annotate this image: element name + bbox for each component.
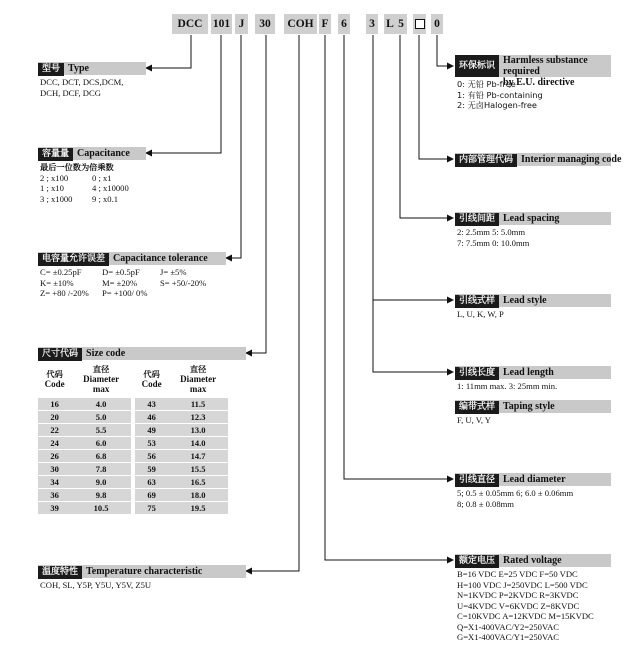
harmless-line: 0: 无铅 Pb-free xyxy=(457,79,516,89)
harmless-line: 2: 无卤Halogen-free xyxy=(457,100,537,110)
interior-title-cn: 内部管理代码 xyxy=(455,154,517,167)
connector-lead-diameter xyxy=(344,35,453,479)
code-segment-rated-voltage: F xyxy=(319,14,331,34)
tolerance-row: K= ±10% M= ±20% S= +50/-20% xyxy=(40,277,207,288)
diameter-column-header: 直径 Diameter max xyxy=(180,364,217,394)
size-code-title-cn: 尺寸代码 xyxy=(38,348,82,361)
type-line: DCH, DCF, DCG xyxy=(40,87,101,98)
connector-lead-length xyxy=(373,300,453,372)
connector-lead-style xyxy=(373,35,453,300)
size-code-header xyxy=(38,347,246,360)
rated-voltage-line: C=10KVDC A=12KVDC M=15KVDC xyxy=(457,611,594,621)
type-title-cn: 型号 xyxy=(38,63,64,76)
connector-capacitance xyxy=(146,35,221,153)
lead-style-title-en: Lead style xyxy=(503,295,547,306)
connector-size xyxy=(246,35,266,353)
connector-interior xyxy=(419,35,453,159)
lead-style-title-cn: 引线式样 xyxy=(455,295,499,308)
lead-spacing-header xyxy=(455,212,611,225)
interior-header xyxy=(455,153,622,166)
tolerance-list xyxy=(40,267,206,299)
type-header xyxy=(38,62,146,75)
rated-voltage-line: Q=X1-400VAC/Y2=250VAC xyxy=(457,621,560,632)
connector-type xyxy=(146,35,191,68)
table-row: 22 5.5 49 13.0 xyxy=(38,424,228,436)
tolerance-title-cn: 电容量允许误差 xyxy=(38,253,109,266)
lead-diameter-title-en: Lead diameter xyxy=(503,474,566,485)
size-code-title-en: Size code xyxy=(86,348,126,359)
table-row: 24 6.0 53 14.0 xyxy=(38,437,228,449)
capacitance-row: 3 ; x1000 9 ; x0.1 xyxy=(40,193,119,204)
code-segment-temperature: COH xyxy=(284,14,317,34)
capacitance-row: 1 ; x10 4 ; x10000 xyxy=(40,183,129,193)
code-column-header: 代码 Code xyxy=(141,369,162,389)
lead-spacing-line: 7: 7.5mm 0: 10.0mm xyxy=(457,237,530,248)
taping-style-title-en: Taping style xyxy=(503,401,555,412)
interior-title-en: Interior managing code xyxy=(521,154,622,165)
table-row: 16 4.0 43 11.5 xyxy=(38,398,228,410)
rated-voltage-line: N=1KVDC P=2KVDC R=3KVDC xyxy=(457,590,579,600)
temperature-title-en: Temperature characteristic xyxy=(86,566,203,577)
table-row: 36 9.8 69 18.0 xyxy=(38,489,228,501)
code-segment-interior xyxy=(413,14,426,34)
capacitance-title-cn: 容量量 xyxy=(38,148,73,161)
lead-style-header xyxy=(455,294,611,307)
lead-spacing-title-en: Lead spacing xyxy=(503,213,560,224)
rated-voltage-line: B=16 VDC E=25 VDC F=50 VDC xyxy=(457,569,578,579)
lead-diameter-line: 8; 0.8 ± 0.08mm xyxy=(457,498,514,509)
size-code-table xyxy=(38,362,228,515)
type-line: DCC, DCT, DCS,DCM, xyxy=(40,77,124,87)
rated-voltage-line: G=X1-400VAC/Y1=250VAC xyxy=(457,632,560,642)
temperature-list: COH, SL, Y5P, Y5U, Y5V, Z5U xyxy=(40,580,152,590)
lead-spacing-title-cn: 引线间距 xyxy=(455,213,499,226)
capacitance-row: 2 ; x100 0 ; x1 xyxy=(40,172,112,183)
connector-tolerance xyxy=(226,35,241,258)
lead-length-title-en: Lead length xyxy=(503,367,554,378)
code-segment-tolerance: J xyxy=(235,14,248,34)
code-column-header: 代码 Code xyxy=(44,369,65,389)
lead-style-list: L, U, K, W, P xyxy=(457,309,504,319)
code-segment-type: DCC xyxy=(172,14,208,34)
lead-spacing-list xyxy=(457,227,529,248)
harmless-title-cn: 环保标识 xyxy=(455,55,499,77)
connector-harmless xyxy=(437,35,453,66)
rated-voltage-list xyxy=(457,569,594,643)
temperature-title-cn: 温度特性 xyxy=(38,566,82,579)
table-row: 26 6.8 56 14.7 xyxy=(38,450,228,462)
lead-diameter-title-cn: 引线直径 xyxy=(455,474,499,487)
code-segment-lead-style: 3 xyxy=(366,14,378,34)
code-segment-capacitance: 101 xyxy=(211,14,232,34)
table-row: 39 10.5 75 19.5 xyxy=(38,502,228,514)
code-segment-size: 30 xyxy=(255,14,275,34)
code-segment-harmless: 0 xyxy=(431,14,443,34)
rated-voltage-line: U=4KVDC V=6KVDC Z=8KVDC xyxy=(457,600,580,611)
tolerance-row: Z= +80 /-20% P= +100/ 0% xyxy=(40,288,148,298)
tolerance-row: C= ±0.25pF D= ±0.5pF J= ±5% xyxy=(40,267,187,277)
harmless-list xyxy=(457,79,543,111)
type-list xyxy=(40,77,123,98)
lead-spacing-line: 2: 2.5mm 5: 5.0mm xyxy=(457,227,526,237)
lead-length-list: 1: 11mm max. 3: 25mm min. xyxy=(457,381,558,391)
rated-voltage-header xyxy=(455,554,611,567)
connector-temperature xyxy=(246,35,299,571)
table-row: 30 7.8 59 15.5 xyxy=(38,463,228,475)
taping-style-list: F, U, V, Y xyxy=(457,415,492,425)
lead-length-header xyxy=(455,366,611,379)
tolerance-header xyxy=(38,252,226,265)
lead-diameter-header xyxy=(455,473,611,486)
code-segment-lead-diameter: 6 xyxy=(338,14,350,34)
harmless-title-en-1: Harmless substance required xyxy=(503,55,588,77)
type-title-en: Type xyxy=(68,63,89,74)
capacitance-note: 最后一位数为倍乘数 xyxy=(40,162,114,172)
rated-voltage-title-cn: 额定电压 xyxy=(455,555,499,568)
capacitance-list xyxy=(40,162,129,204)
code-segment-lead-spacing: 5 xyxy=(395,14,407,34)
lead-length-title-cn: 引线长度 xyxy=(455,367,499,380)
taping-style-header xyxy=(455,400,611,413)
lead-diameter-line: 5; 0.5 ± 0.05mm 6; 6.0 ± 0.06mm xyxy=(457,488,574,498)
capacitance-title-en: Capacitance xyxy=(77,148,130,159)
tolerance-title-en: Capacitance tolerance xyxy=(113,253,208,264)
table-row: 20 5.0 46 12.3 xyxy=(38,411,228,423)
rated-voltage-line: H=100 VDC J=250VDC L=500 VDC xyxy=(457,579,588,590)
code-segment-lead-length: L xyxy=(384,14,396,34)
table-row: 34 9.0 63 16.5 xyxy=(38,476,228,488)
temperature-header xyxy=(38,565,246,578)
taping-style-title-cn: 编带式样 xyxy=(455,401,499,414)
connector-lead-spacing xyxy=(400,35,453,218)
lead-diameter-list xyxy=(457,488,573,509)
harmless-line: 1: 有铅 Pb-containing xyxy=(457,89,543,100)
rated-voltage-title-en: Rated voltage xyxy=(503,555,562,566)
harmless-title-en-2: by E.U. directive xyxy=(503,77,575,88)
size-code-table-header xyxy=(38,363,228,397)
diameter-column-header: 直径 Diameter max xyxy=(83,364,120,394)
capacitance-header xyxy=(38,147,146,160)
